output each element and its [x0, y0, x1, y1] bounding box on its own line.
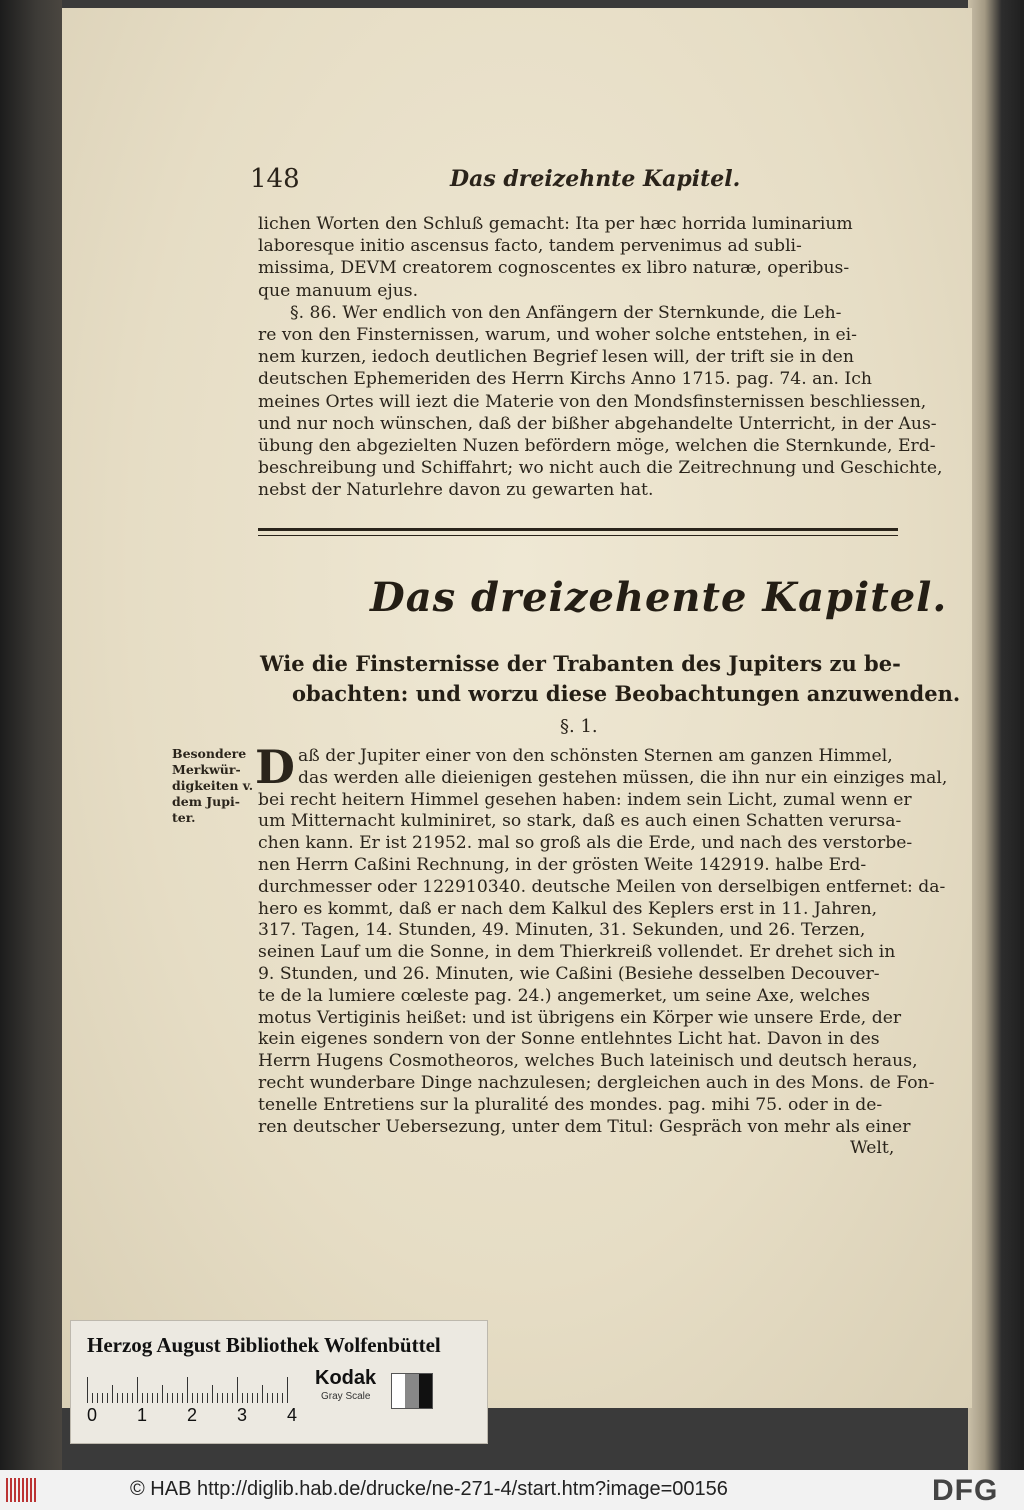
- intro-line: re von den Finsternissen, warum, und woher solche entstehen, in ei-: [258, 325, 857, 345]
- ruler-tick: [247, 1393, 248, 1403]
- ruler-tick: [142, 1393, 143, 1403]
- intro-line: beschreibung und Schiffahrt; wo nicht auch die Zeitrechnung und Geschichte,: [258, 458, 943, 479]
- ruler-tick: [237, 1377, 238, 1403]
- body-line: Herrn Hugens Cosmotheoros, welches Buch lateinisch und deutsch heraus,: [258, 1051, 918, 1072]
- margin-note: [172, 746, 262, 826]
- swatch-white: [392, 1374, 405, 1408]
- book-spine-shadow: [0, 0, 62, 1470]
- intro-line: nebst der Naturlehre davon zu gewarten hat.: [258, 480, 654, 501]
- body-line: aß der Jupiter einer von den schönsten Sternen am ganzen Himmel,: [298, 746, 893, 766]
- intro-line: que manuum ejus.: [258, 280, 419, 301]
- ruler-tick: [152, 1393, 153, 1403]
- body-line: durchmesser oder 122910340. deutsche Meilen von derselbigen entfernet: da-: [258, 876, 946, 897]
- body-line: chen kann. Er ist 21952. mal so groß als die Erde, und nach des verstorbe-: [258, 833, 913, 854]
- scale-number: 2: [187, 1405, 198, 1425]
- ruler-tick: [222, 1393, 223, 1403]
- ruler-tick: [112, 1385, 113, 1403]
- ruler-tick: [227, 1393, 228, 1403]
- ruler-tick: [277, 1393, 278, 1403]
- ruler-tick: [127, 1393, 128, 1403]
- body-line: um Mitternacht kulminiret, so stark, daß es auch einen Schatten verursa-: [258, 811, 902, 832]
- library-color-chart: [70, 1320, 488, 1444]
- dfg-logo: DFG: [932, 1474, 999, 1507]
- body-line: 9. Stunden, und 26. Minuten, wie Caßini (Besiehe desselben Decouver-: [258, 964, 880, 984]
- ruler-tick: [232, 1393, 233, 1403]
- ruler-tick: [147, 1393, 148, 1403]
- ruler-tick: [177, 1393, 178, 1403]
- ruler-tick: [217, 1393, 218, 1403]
- body-line: tenelle Entretiens sur la pluralité des mondes. pag. mihi 75. oder in de-: [258, 1094, 883, 1115]
- ruler-tick: [87, 1377, 88, 1403]
- ruler-tick: [182, 1393, 183, 1403]
- ruler-tick: [197, 1393, 198, 1403]
- body-line: seinen Lauf um die Sonne, in dem Thierkreiß vollendet. Er drehet sich in: [258, 942, 896, 963]
- body-line: das werden alle dieienigen gestehen müssen, die ihn nur ein einziges mal,: [298, 767, 948, 788]
- margin-note-line: dem Jupi-: [172, 794, 240, 809]
- body-line: nen Herrn Caßini Rechnung, in der grösten Weite 142919. halbe Erd-: [258, 855, 867, 875]
- ruler-tick: [262, 1385, 263, 1403]
- ruler-tick: [202, 1393, 203, 1403]
- ruler-tick: [162, 1385, 163, 1403]
- ruler-tick: [122, 1393, 123, 1403]
- ruler-tick: [267, 1393, 268, 1403]
- intro-line: missima, DEVM creatorem cognoscentes ex libro naturæ, operibus-: [258, 258, 850, 279]
- body-line: ren deutscher Uebersezung, unter dem Titul: Gespräch von mehr als einer: [258, 1116, 911, 1137]
- scale-number: 1: [137, 1405, 148, 1425]
- body-line: recht wunderbare Dinge nachzulesen; dergleichen auch in des Mons. de Fon-: [258, 1073, 935, 1093]
- catchword: Welt,: [850, 1138, 895, 1158]
- ruler-tick: [102, 1393, 103, 1403]
- ruler-tick: [272, 1393, 273, 1403]
- ruler-tick: [97, 1393, 98, 1403]
- intro-line: laboresque initio ascensus facto, tandem pervenimus ad subli-: [258, 236, 802, 257]
- footer-bar: [0, 1470, 1024, 1510]
- body-line: 317. Tagen, 14. Stunden, 49. Minuten, 31. Sekunden, und 26. Terzen,: [258, 920, 866, 941]
- body-line: bei recht heitern Himmel gesehen haben: indem sein Licht, zumal wenn er: [258, 789, 912, 810]
- ruler-tick: [137, 1377, 138, 1403]
- swatch-black: [419, 1374, 432, 1408]
- intro-line: übung den abgezielten Nuzen befördern möge, welchen die Sternkunde, Erd-: [258, 436, 936, 456]
- kodak-brand: Kodak: [315, 1367, 377, 1389]
- body-line: motus Vertiginis heißet: und ist übrigens ein Körper wie unsere Erde, der: [258, 1007, 902, 1028]
- ruler-tick: [187, 1377, 188, 1403]
- swatch-gray: [405, 1374, 418, 1408]
- intro-line: meines Ortes will iezt die Materie von den Mondsfinsternissen beschliessen,: [258, 391, 927, 412]
- ruler-tick: [207, 1393, 208, 1403]
- library-name: Herzog August Bibliothek Wolfenbüttel: [87, 1333, 441, 1357]
- margin-note-line: digkeiten v.: [172, 778, 254, 793]
- scale-number: 4: [287, 1405, 298, 1425]
- hab-barcode-icon: [6, 1478, 42, 1502]
- gray-scale-label: Gray Scale: [321, 1391, 371, 1402]
- ruler-tick: [132, 1393, 133, 1403]
- ruler-scale: [87, 1375, 297, 1403]
- section-mark: §. 1.: [560, 716, 598, 737]
- margin-note-line: ter.: [172, 810, 196, 825]
- ruler-tick: [172, 1393, 173, 1403]
- subtitle-line: obachten: und worzu diese Beobachtungen anzuwenden.: [292, 681, 961, 706]
- ruler-tick: [287, 1377, 288, 1403]
- running-head: Das dreizehnte Kapitel.: [450, 166, 741, 192]
- ruler-tick: [92, 1393, 93, 1403]
- dropcap-letter: D: [255, 740, 295, 794]
- intro-line: §. 86. Wer endlich von den Anfängern der Sternkunde, die Leh-: [290, 302, 842, 323]
- body-line: hero es kommt, daß er nach dem Kalkul des Keplers erst in 11. Jahren,: [258, 898, 878, 919]
- margin-note-line: Merkwür-: [172, 762, 241, 777]
- scale-number: 3: [237, 1405, 248, 1425]
- margin-note-line: Besondere: [172, 746, 247, 761]
- gray-swatches: [391, 1373, 433, 1409]
- ruler-tick: [167, 1393, 168, 1403]
- ruler-tick: [107, 1393, 108, 1403]
- intro-line: lichen Worten den Schluß gemacht: Ita per hæc horrida luminarium: [258, 214, 853, 234]
- body-line: kein eigenes sondern von der Sonne entlehntes Licht hat. Davon in des: [258, 1029, 880, 1050]
- copyright-url[interactable]: © HAB http://diglib.hab.de/drucke/ne-271-4/start.htm?image=00156: [130, 1478, 728, 1500]
- intro-line: und nur noch wünschen, daß der bißher abgehandelte Unterricht, in der Aus-: [258, 413, 937, 434]
- page-edge: [968, 0, 1024, 1470]
- ruler-tick: [282, 1393, 283, 1403]
- subtitle-line: Wie die Finsternisse der Trabanten des Jupiters zu be-: [260, 651, 901, 676]
- intro-line: deutschen Ephemeriden des Herrn Kirchs Anno 1715. pag. 74. an. Ich: [258, 369, 872, 390]
- scale-number: 0: [87, 1405, 98, 1425]
- chapter-title: Das dreizehente Kapitel.: [370, 574, 948, 621]
- ruler-tick: [252, 1393, 253, 1403]
- page-header: [250, 164, 910, 196]
- ruler-tick: [192, 1393, 193, 1403]
- page-number: 148: [250, 164, 300, 194]
- body-line: te de la lumiere cœleste pag. 24.) angemerket, um seine Axe, welches: [258, 985, 870, 1006]
- ruler-tick: [157, 1393, 158, 1403]
- divider-rule-thick: [258, 528, 898, 531]
- divider-rule-thin: [258, 535, 898, 536]
- ruler-tick: [117, 1393, 118, 1403]
- ruler-tick: [257, 1393, 258, 1403]
- intro-line: nem kurzen, iedoch deutlichen Begrief lesen will, der trift sie in den: [258, 347, 854, 368]
- ruler-tick: [212, 1385, 213, 1403]
- ruler-tick: [242, 1393, 243, 1403]
